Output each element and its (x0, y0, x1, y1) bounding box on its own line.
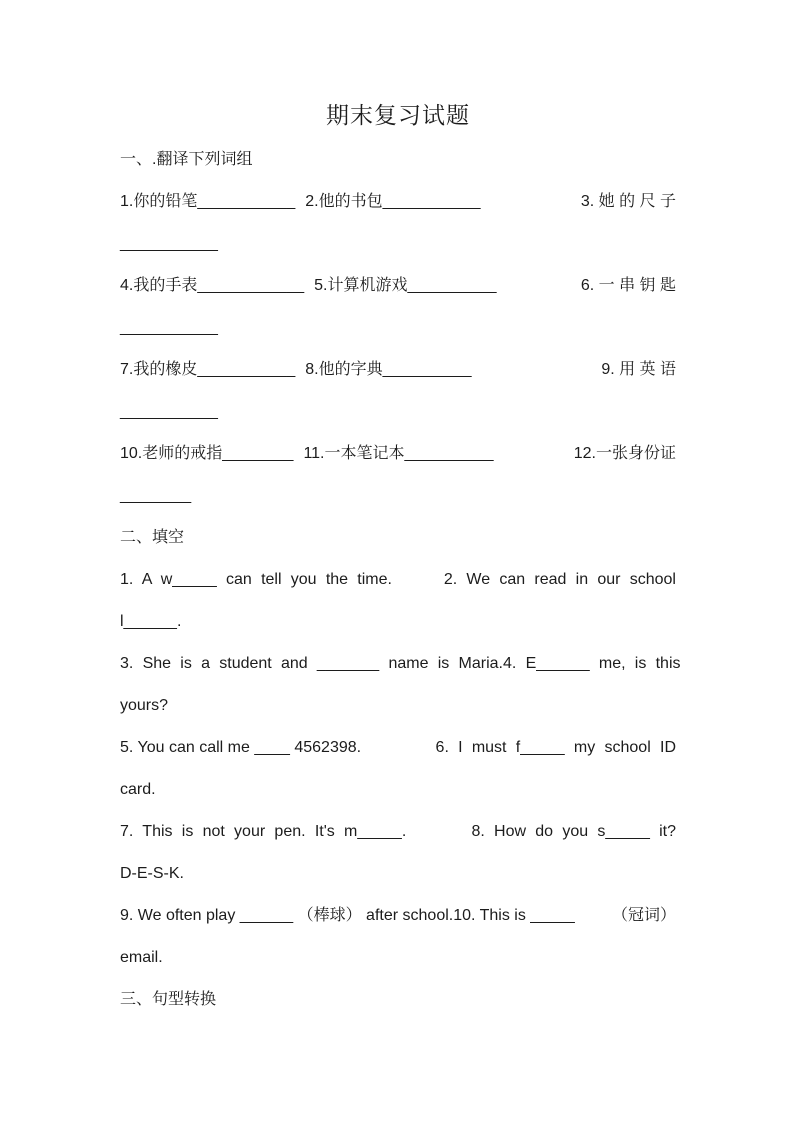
s1-row-2 (120, 265, 676, 307)
s1-item-9: 9. 用 英 语 (601, 361, 676, 378)
s1-row-3 (120, 349, 676, 391)
s1-item-1: 1.你的铅笔___________ (120, 193, 296, 210)
s2-q5: 5. You can call me ____ 4562398. (120, 739, 362, 756)
s1-row-1-left-group (120, 181, 480, 223)
s2-q2: 2. We can read in our school (443, 571, 676, 588)
s2-q3: 3. She is a student and _______ name is Maria. (120, 655, 503, 672)
s1-item-7: 7.我的橡皮___________ (120, 361, 296, 378)
s1-item-11: 11.一本笔记本__________ (303, 445, 494, 462)
s1-item-12: 12.一张身份证 (573, 445, 676, 462)
s1-item-9-blank: ___________ (120, 403, 218, 420)
s1-row-3-left-group (120, 349, 472, 391)
page-title: 期末复习试题 (326, 102, 470, 128)
s2-q2-cont: l______. (120, 613, 182, 630)
s2-q1: 1. A w_____ can tell you the time. (120, 571, 392, 588)
s1-item-5: 5.计算机游戏__________ (314, 277, 497, 294)
s1-item-6: 6. 一 串 钥 匙 (580, 277, 676, 294)
s1-item-2: 2.他的书包___________ (305, 193, 481, 210)
s2-line-7 (120, 811, 676, 853)
s2-q10-hint: （冠词） (611, 907, 676, 924)
s1-item-12-blank: ________ (120, 487, 192, 504)
s2-q4: 4. E______ me, is this (502, 655, 681, 672)
s1-row-4 (120, 433, 676, 475)
s1-item-3-blank: ___________ (120, 235, 218, 252)
s1-item-8: 8.他的字典__________ (305, 361, 472, 378)
section-3-heading: 三、句型转换 (120, 991, 217, 1008)
s2-q4-cont: yours? (120, 697, 169, 714)
s1-row-4-left-group (120, 433, 493, 475)
s1-item-6-blank: ___________ (120, 319, 218, 336)
s2-q8: 8. How do you s_____ it? (471, 823, 676, 840)
s1-item-10: 10.老师的戒指________ (120, 445, 294, 462)
s1-item-3: 3. 她 的 尺 子 (580, 193, 676, 210)
s2-q10-text: 10. This is _____ (453, 907, 575, 924)
s2-q6-cont: card. (120, 781, 156, 798)
s2-q10 (453, 895, 676, 937)
s2-q8-cont: D-E-S-K. (120, 865, 184, 882)
s2-q9: 9. We often play ______ （棒球） after school. (120, 907, 454, 924)
s2-q10-cont: email. (120, 949, 163, 966)
s2-q6: 6. I must f_____ my school ID (435, 739, 676, 756)
section-2-heading: 二、填空 (120, 529, 185, 546)
s1-row-1 (120, 181, 676, 223)
s2-q7: 7. This is not your pen. It's m_____. (120, 823, 407, 840)
s2-line-1 (120, 559, 676, 601)
s1-row-2-left-group (120, 265, 496, 307)
section-1-heading: 一、.翻译下列词组 (120, 151, 253, 168)
s2-line-5 (120, 727, 676, 769)
s2-line-9 (120, 895, 676, 937)
s2-line-3 (120, 643, 681, 685)
s1-item-4: 4.我的手表____________ (120, 277, 305, 294)
